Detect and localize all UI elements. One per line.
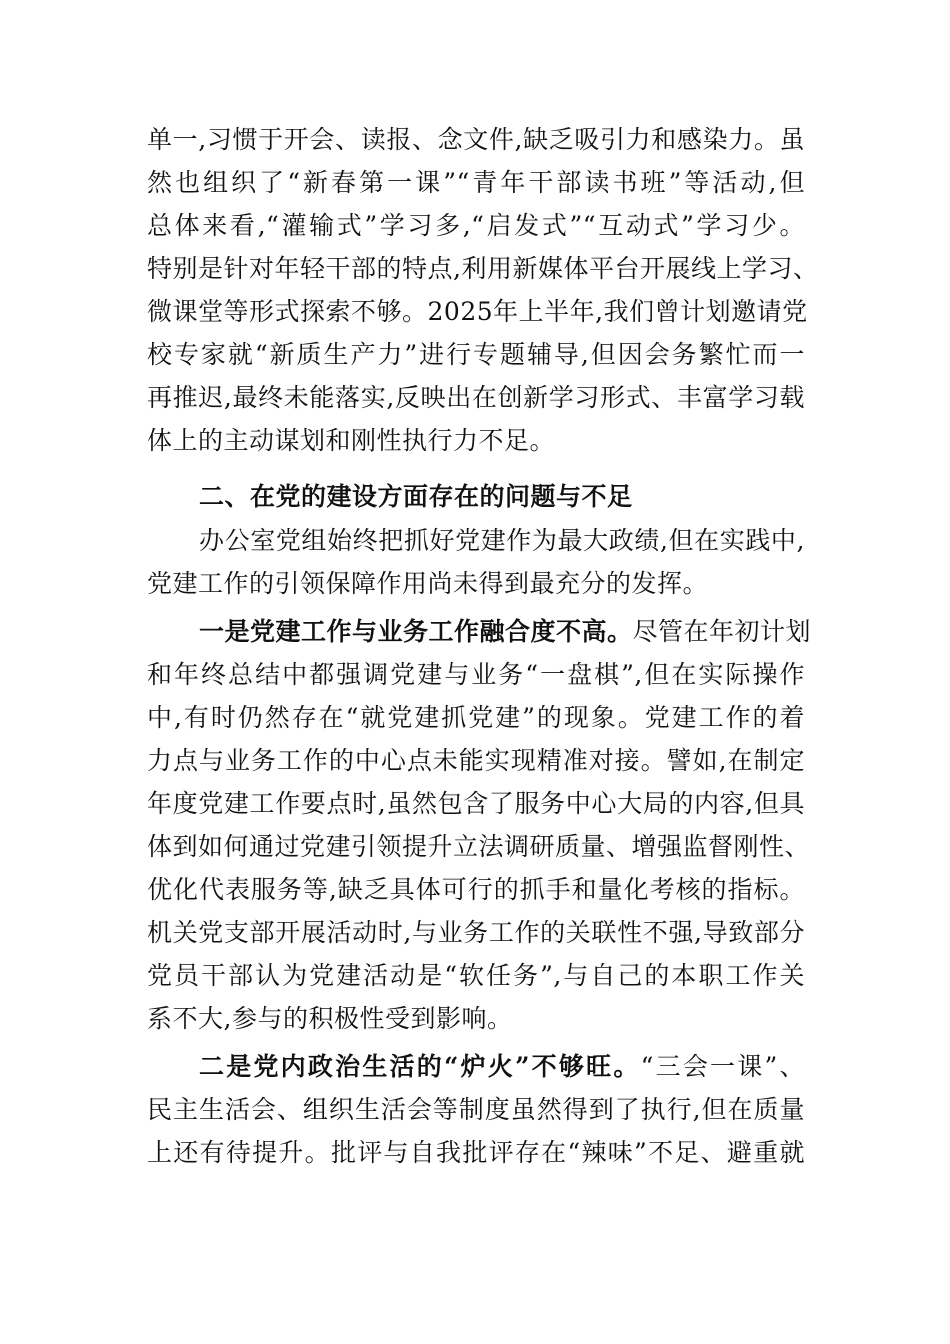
text-line: 再推迟,最终未能落实,反映出在创新学习形式、丰富学习载 (147, 383, 805, 412)
text-line: 党员干部认为党建活动是“软任务”,与自己的本职工作关 (147, 961, 805, 990)
text-line: 年度党建工作要点时,虽然包含了服务中心大局的内容,但具 (147, 789, 805, 818)
section-heading: 二、在党的建设方面存在的问题与不足 (199, 482, 633, 511)
text-line: 特别是针对年轻干部的特点,利用新媒体平台开展线上学习、 (147, 254, 819, 283)
paragraph-lead-line (199, 615, 812, 649)
text-line: 体上的主动谋划和刚性执行力不足。 (147, 426, 556, 455)
text-line: 然也组织了“新春第一课”“青年干部读书班”等活动,但 (147, 168, 805, 197)
text-line: 校专家就“新质生产力”进行专题辅导,但因会务繁忙而一 (147, 340, 805, 369)
text-line: 上还有待提升。批评与自我批评存在“辣味”不足、避重就 (147, 1138, 805, 1167)
text-line: 力点与业务工作的中心点未能实现精准对接。譬如,在制定 (147, 746, 805, 775)
text-line: 体到如何通过党建引领提升立法调研质量、增强监督刚性、 (147, 832, 811, 861)
text-line: 办公室党组始终把抓好党建作为最大政绩,但在实践中, (199, 526, 805, 555)
bold-lead: 二是党内政治生活的“炉火”不够旺。 (199, 1052, 641, 1081)
text-line: 机关党支部开展活动时,与业务工作的关联性不强,导致部分 (147, 918, 805, 947)
text-line: 优化代表服务等,缺乏具体可行的抓手和量化考核的指标。 (147, 875, 805, 904)
text-line: 微课堂等形式探索不够。2025年上半年,我们曾计划邀请党 (147, 297, 808, 326)
text-line: 系不大,参与的积极性受到影响。 (147, 1004, 513, 1033)
lead-rest: “三会一课”、 (640, 1052, 806, 1081)
text-line: 总体来看,“灌输式”学习多,“启发式”“互动式”学习少。 (147, 211, 805, 240)
bold-lead: 一是党建工作与业务工作融合度不高。 (199, 617, 633, 646)
paragraph-lead-line (199, 1050, 805, 1084)
text-line: 民主生活会、组织生活会等制度虽然得到了执行,但在质量 (147, 1095, 805, 1124)
text-line: 党建工作的引领保障作用尚未得到最充分的发挥。 (147, 569, 709, 598)
text-line: 和年终总结中都强调党建与业务“一盘棋”,但在实际操作 (147, 660, 805, 689)
text-line: 单一,习惯于开会、读报、念文件,缺乏吸引力和感染力。虽 (147, 125, 805, 154)
text-line: 中,有时仍然存在“就党建抓党建”的现象。党建工作的着 (147, 703, 805, 732)
lead-rest: 尽管在年初计划 (632, 617, 812, 646)
